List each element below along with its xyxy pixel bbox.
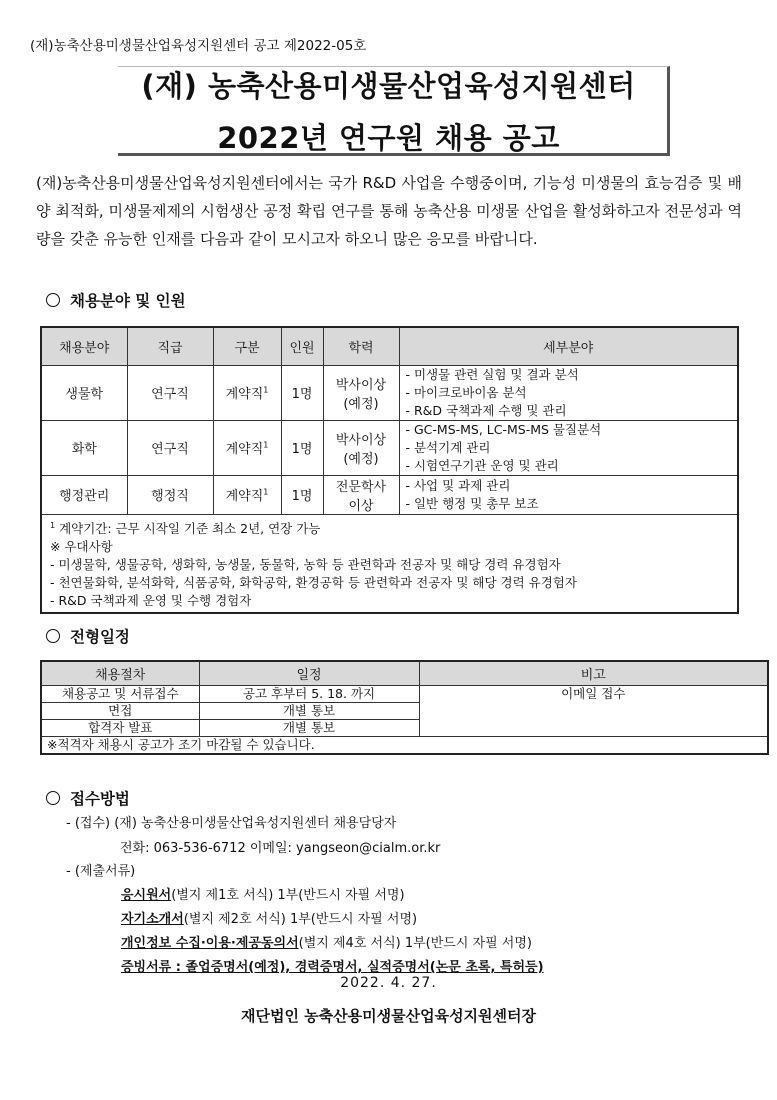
table-row: 합격자 발표 개별 통보 <box>41 719 768 736</box>
page-title-org: (재) 농축산용미생물산업육성지원센터 <box>141 69 636 103</box>
table-row: 행정관리 행정직 계약직$^1$ 1명 전문학사 이상 - 사업 및 과제 관리 - 일반 행정 및 총무 보조 <box>41 475 738 514</box>
col-header-education: 학력 <box>323 327 399 365</box>
signer: 재단법인 농축산용미생물산업육성지원센터장 <box>240 1007 537 1025</box>
section-heading-positions: 채용분야 및 인원 <box>46 289 186 311</box>
doc-item: 증빙서류 : 졸업증명서(예정), 경력증명서, 실적증명서(논문 초록, 특허등) <box>121 960 544 975</box>
circle-bullet-icon <box>46 629 60 643</box>
notes-row <box>41 514 738 613</box>
table-row: 생물학 연구직 계약직$^1$ 1명 박사이상 (예정) - 미생물 관련 실험 및 결과 분석 - 마이크로바이옴 분석 - R&D 국책과제 수행 및 관리 <box>41 365 738 420</box>
table-header-row: 채용절차 일정 비고 <box>41 661 768 685</box>
notice-number: (재)농축산용미생물산업육성지원센터 공고 제2022-05호 <box>30 38 367 54</box>
page-title-main: 2022년 연구원 채용 공고 <box>217 121 560 155</box>
contract-footnote: $^1$ 계약기간: 근무 시작일 기준 최소 2년, 연장 가능 <box>50 520 321 536</box>
receiver-line: - (접수) (재) 농축산용미생물산업육성지원센터 채용담당자 <box>66 816 397 831</box>
preference-item: - 천연물화학, 분석화학, 식품공학, 화학공학, 환경공학 등 관련학과 전공자 및 해당 경력 유경험자 <box>50 574 577 590</box>
table-header-row <box>41 327 738 365</box>
doc-item: 응시원서(별지 제1호 서식) 1부(반드시 자필 서명) <box>121 888 405 903</box>
col-header-count: 인원 <box>281 327 323 365</box>
preference-item: - R&D 국책과제 운영 및 수행 경험자 <box>50 592 252 608</box>
section-heading-application: 접수방법 <box>46 787 130 809</box>
col-header-field: 채용분야 <box>41 327 127 365</box>
circle-bullet-icon <box>46 791 60 805</box>
docs-title: - (제출서류) <box>66 864 136 879</box>
section-heading-schedule: 전형일정 <box>46 625 130 647</box>
col-header-details: 세부분야 <box>399 327 738 365</box>
table-row: 면접 개별 통보 <box>41 702 768 719</box>
preference-title: ※ 우대사항 <box>50 538 113 554</box>
notice-date: 2022. 4. 27. <box>340 975 437 991</box>
doc-item: 자기소개서(별지 제2호 서식) 1부(반드시 자필 서명) <box>121 912 418 927</box>
preference-item: - 미생물학, 생물공학, 생화학, 농생물, 동물학, 농학 등 관련학과 전공자 및 해당 경력 유경험자 <box>50 556 561 572</box>
doc-item: 개인정보 수집·이용·제공동의서(별지 제4호 서식) 1부(반드시 자필 서명) <box>121 936 532 951</box>
positions-table <box>40 326 739 614</box>
contact-line: 전화: 063-536-6712 이메일: yangseon@cialm.or.kr <box>120 841 441 856</box>
table-row: 채용공고 및 서류접수 공고 후부터 5. 18. 까지 이메일 접수 <box>41 685 768 702</box>
circle-bullet-icon <box>46 293 60 307</box>
schedule-table <box>40 660 769 755</box>
col-header-type: 구분 <box>213 327 281 365</box>
table-row: 화학 연구직 계약직$^1$ 1명 박사이상 (예정) - GC-MS-MS, LC-MS-MS 물질분석 - 분석기계 관리 - 시험연구기관 운영 및 관리 <box>41 420 738 475</box>
intro-paragraph: (재)농축산용미생물산업육성지원센터에서는 국가 R&D 사업을 수행중이며, 기능성 미생물의 효능검증 및 배양 최적화, 미생물제제의 시험생산 공정 확립 연구를 통해 농축산용 미생물 산업을 활성화하고자 전문성과 역량을 갖춘 유능한 인재를 다음과 같이 모시고자 하오니 많은 응모를 바랍니다. <box>36 174 742 248</box>
col-header-rank: 직급 <box>127 327 213 365</box>
note-row: ※적격자 채용시 공고가 조기 마감될 수 있습니다. <box>41 736 768 754</box>
